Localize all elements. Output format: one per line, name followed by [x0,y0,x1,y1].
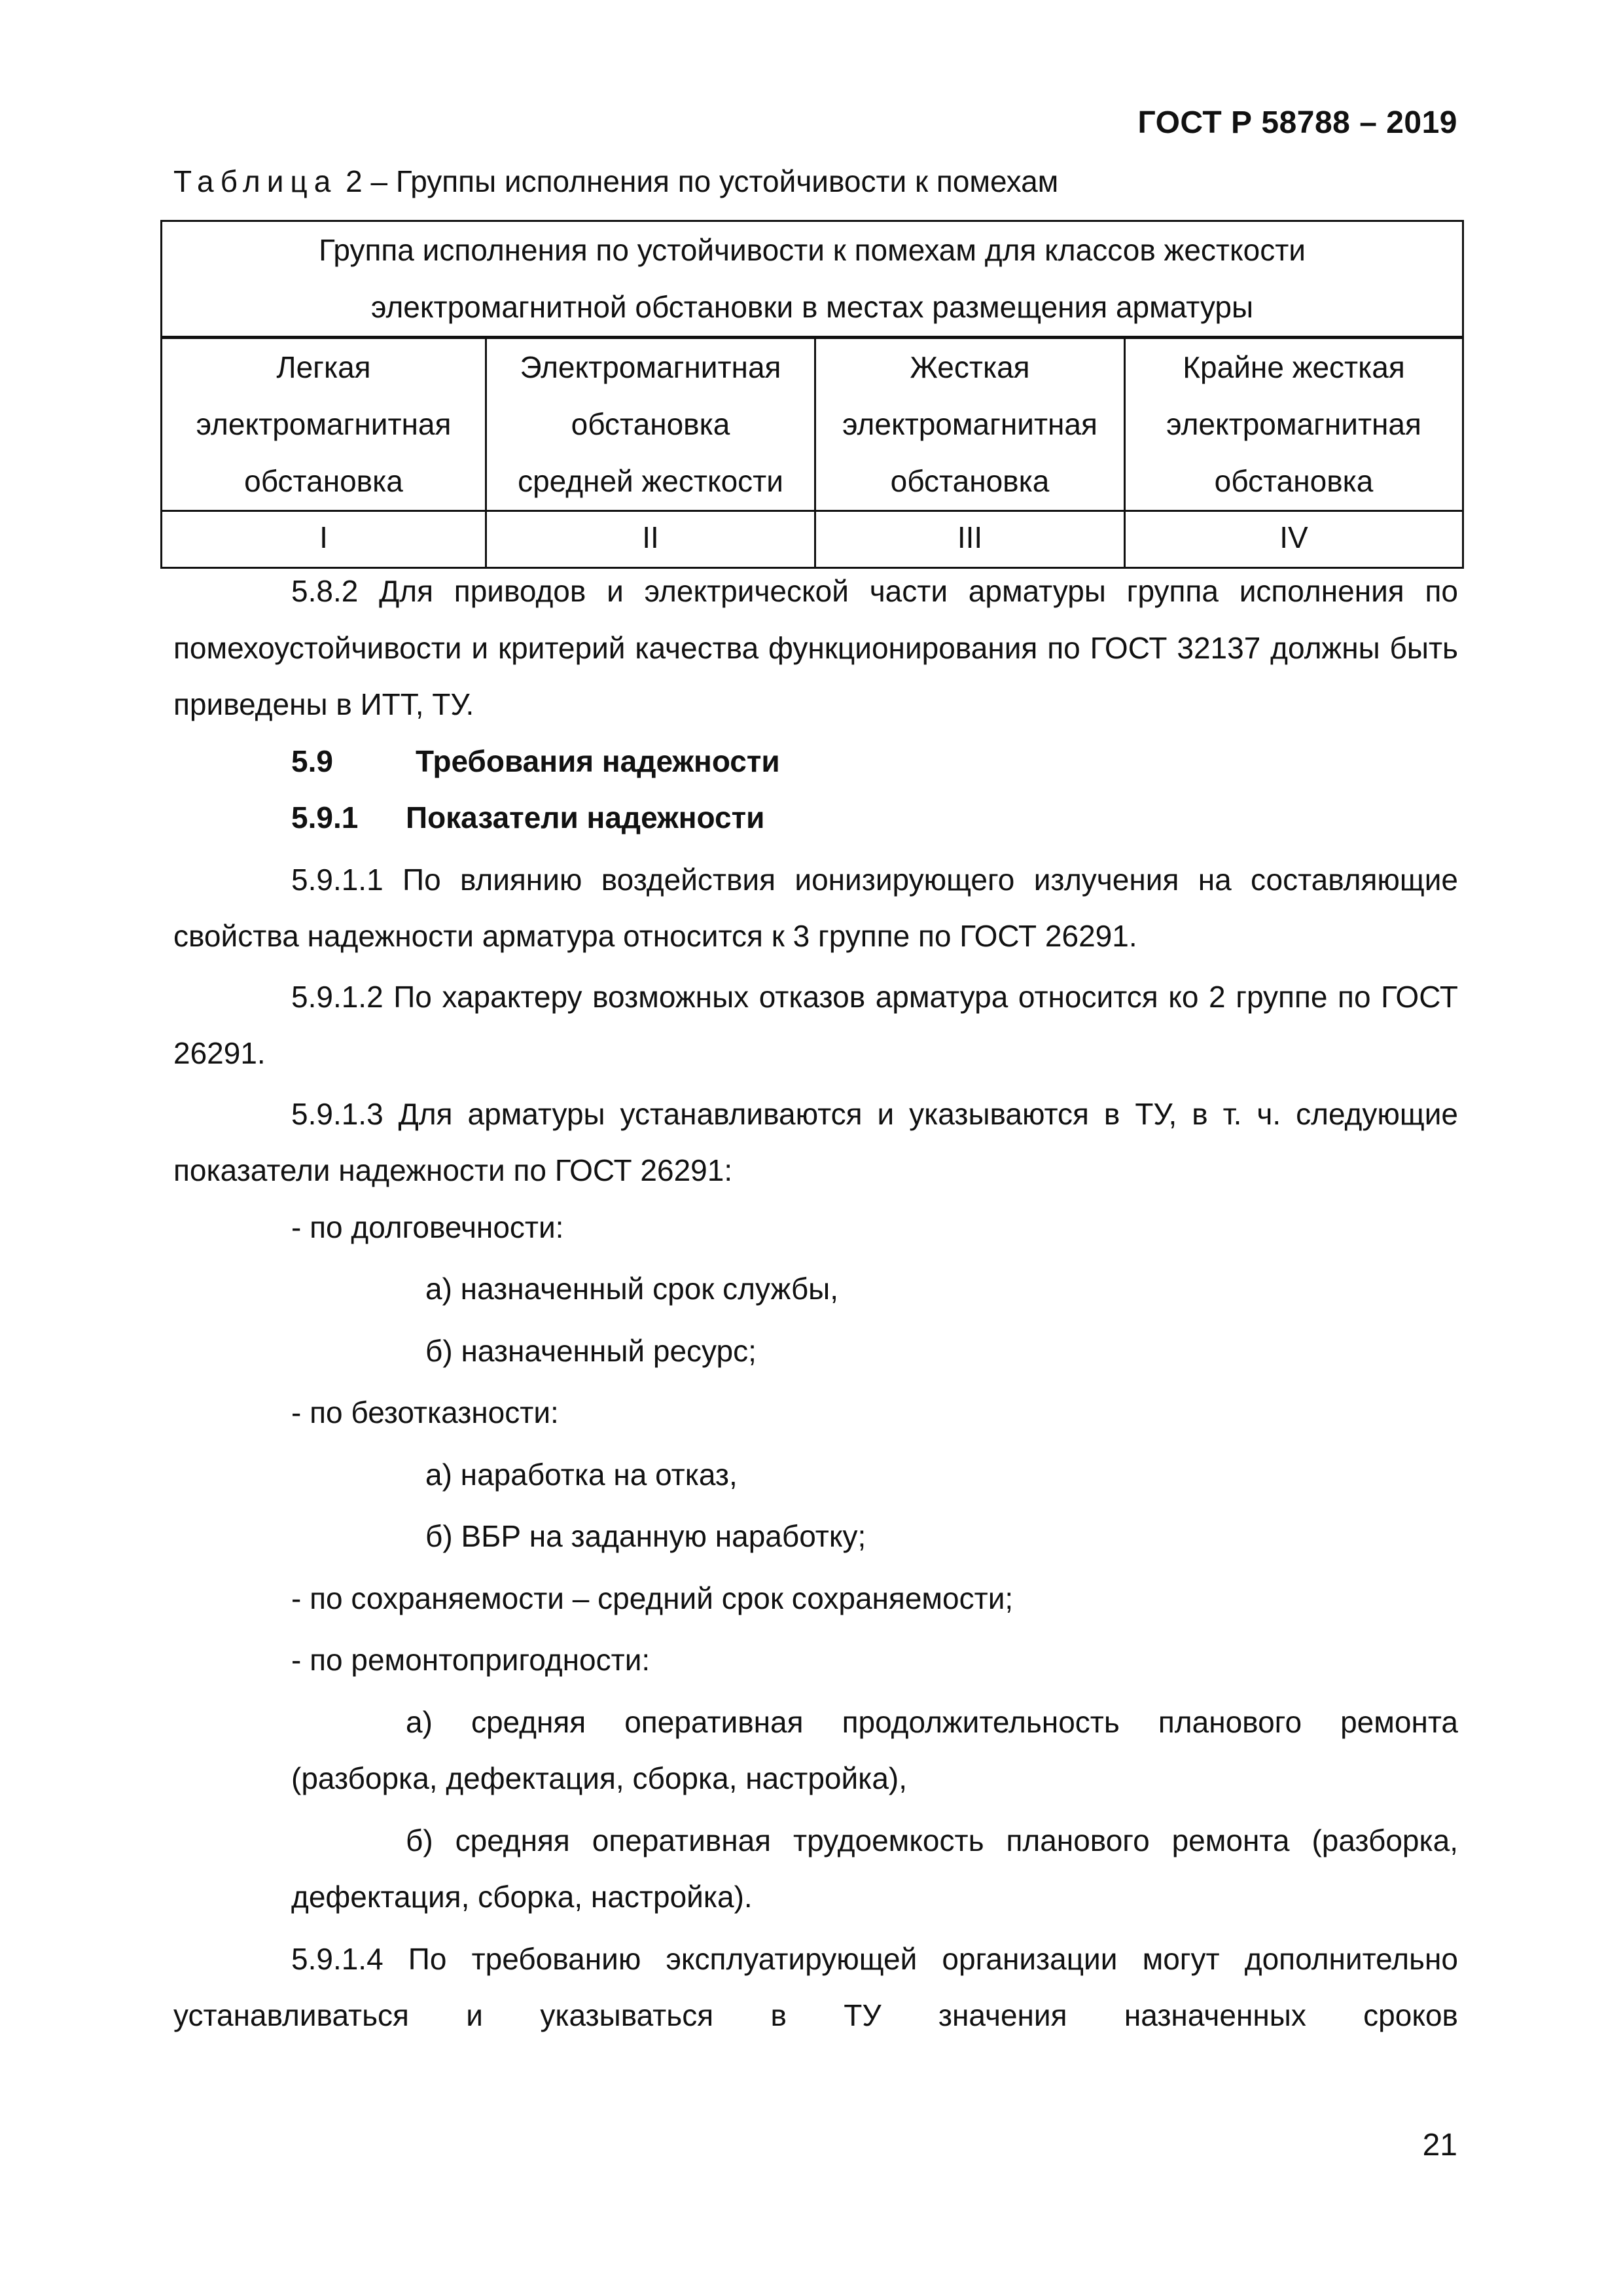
body-text [173,563,1458,2044]
table-caption [173,164,1058,199]
paragraph-5-9-1-4: 5.9.1.4 По требованию эксплуатирующей организации могут дополнительно устанавливаться и указываться в ТУ значения назначенных сроков [173,1941,1458,2032]
section-title: Показатели надежности [406,800,765,834]
table-caption-word: Таблица [173,164,338,198]
standard-header: ГОСТ Р 58788 – 2019 [1137,105,1457,140]
paragraph-5-9-1-1: 5.9.1.1 По влиянию воздействия ионизирующего излучения на составляющие свойства надежности арматура относится к 3 группе по ГОСТ 26291. [173,862,1458,953]
group-value-cell: II [486,511,815,568]
column-header-line: обстановка [244,464,403,498]
column-header-line: средней жесткости [518,464,783,498]
section-heading-5-9 [173,733,1458,790]
column-header-medium [486,338,815,511]
column-header-light [162,338,486,511]
column-header-line: электромагнитная [1166,407,1421,441]
list-item-durability: - по долговечности: [291,1210,564,1244]
table-caption-title: 2 – Группы исполнения по устойчивости к помехам [346,164,1059,198]
table-header-row [162,221,1463,338]
section-number: 5.9.1 [291,800,359,834]
section-title: Требования надежности [416,744,780,778]
column-header-line: обстановка [571,407,730,441]
list-item-storability: - по сохраняемости – средний срок сохраняемости; [291,1581,1014,1615]
column-header-line: обстановка [890,464,1050,498]
group-value-cell: I [162,511,486,568]
list-subitem: а) наработка на отказ, [425,1457,738,1492]
column-header-extreme [1125,338,1463,511]
paragraph-5-9-1-3: 5.9.1.3 Для арматуры устанавливаются и указываются в ТУ, в т. ч. следующие показатели надежности по ГОСТ 26291: [173,1096,1458,1187]
section-number: 5.9 [291,744,333,778]
page-number: 21 [1422,2128,1457,2162]
list-item-reliability: - по безотказности: [291,1395,559,1429]
list-item-maintainability: - по ремонтопригодности: [291,1643,651,1677]
column-header-line: Жесткая [910,350,1030,384]
column-header-hard [815,338,1125,511]
table-header-cell [162,221,1463,338]
table-header-line: Группа исполнения по устойчивости к помехам для классов жесткости [319,233,1306,267]
group-value-cell: IV [1125,511,1463,568]
immunity-groups-table [160,220,1464,569]
column-header-line: обстановка [1214,464,1374,498]
group-value-cell: III [815,511,1125,568]
table-values-row [162,511,1463,568]
list-subitem: б) ВБР на заданную наработку; [425,1519,866,1553]
column-header-line: Крайне жесткая [1183,350,1405,384]
column-header-line: Электромагнитная [520,350,781,384]
table-header-line: электромагнитной обстановки в местах размещения арматуры [371,290,1254,324]
column-header-line: Легкая [276,350,371,384]
column-header-line: электромагнитная [842,407,1097,441]
list-subitem: б) средняя оперативная трудоемкость планового ремонта (разборка, дефектация, сборка, настройка). [291,1823,1458,1914]
list-subitem: а) средняя оперативная продолжительность планового ремонта (разборка, дефектация, сборка, настройка), [291,1704,1458,1795]
table-columns-row [162,338,1463,511]
list-subitem: б) назначенный ресурс; [425,1333,757,1368]
paragraph-5-9-1-2: 5.9.1.2 По характеру возможных отказов арматура относится ко 2 группе по ГОСТ 26291. [173,979,1458,1070]
paragraph-5-8-2: 5.8.2 Для приводов и электрической части арматуры группа исполнения по помехоустойчивости и критерий качества функционирования по ГОСТ 32137 должны быть приведены в ИТТ, ТУ. [173,574,1458,721]
column-header-line: электромагнитная [196,407,452,441]
list-subitem: а) назначенный срок службы, [425,1272,839,1306]
section-heading-5-9-1 [173,789,1458,846]
